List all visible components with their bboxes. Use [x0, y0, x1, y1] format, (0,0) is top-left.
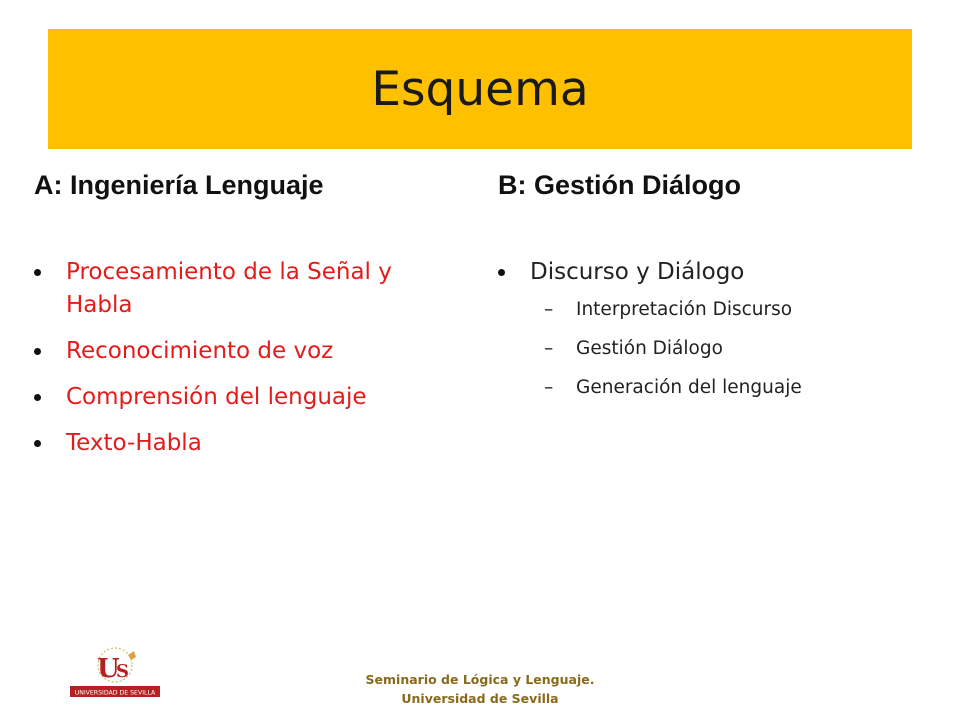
list-item	[34, 335, 444, 368]
logo-caption: UNIVERSIDAD DE SEVILLA	[74, 689, 156, 697]
list-item-text: Procesamiento de la Señal y Habla	[66, 259, 392, 318]
column-a-list	[34, 256, 444, 473]
sub-list-item	[530, 297, 918, 323]
bullet-icon	[34, 348, 41, 355]
sub-list-item	[530, 375, 918, 401]
sub-list-item	[530, 336, 918, 362]
list-item	[34, 256, 444, 322]
list-item-text: Discurso y Diálogo	[530, 259, 745, 285]
bullet-icon	[34, 394, 41, 401]
bullet-icon	[498, 269, 505, 276]
title-bar	[48, 29, 912, 149]
dash-icon: –	[544, 299, 554, 320]
list-item	[498, 256, 918, 401]
list-item	[34, 381, 444, 414]
university-logo	[70, 645, 160, 700]
bullet-icon	[34, 440, 41, 447]
list-item-text: Texto-Habla	[66, 430, 202, 456]
column-b-list	[498, 256, 918, 414]
list-item-text: Reconocimiento de voz	[66, 338, 334, 364]
dash-icon: –	[544, 377, 554, 398]
bullet-icon	[34, 269, 41, 276]
slide-title: Esquema	[371, 61, 589, 117]
column-b-heading: B: Gestión Diálogo	[498, 170, 741, 200]
dash-icon: –	[544, 338, 554, 359]
footer-line-2: Universidad de Sevilla	[401, 691, 559, 706]
svg-text:S: S	[116, 661, 129, 682]
sub-list	[530, 297, 918, 401]
sub-list-item-text: Generación del lenguaje	[576, 377, 802, 398]
sub-list-item-text: Interpretación Discurso	[576, 299, 793, 320]
svg-text:U: U	[97, 654, 120, 684]
footer-line-1: Seminario de Lógica y Lenguaje.	[365, 672, 595, 687]
university-seal-icon	[70, 645, 160, 700]
footer	[300, 670, 660, 708]
list-item	[34, 427, 444, 460]
sub-list-item-text: Gestión Diálogo	[576, 338, 723, 359]
list-item-text: Comprensión del lenguaje	[66, 384, 367, 410]
column-a-heading: A: Ingeniería Lenguaje	[34, 170, 324, 200]
